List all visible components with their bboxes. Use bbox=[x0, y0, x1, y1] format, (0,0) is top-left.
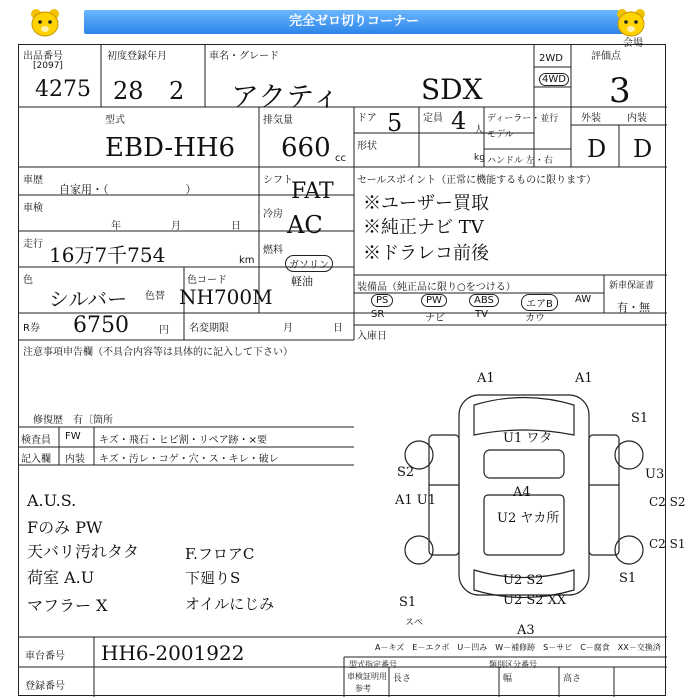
width-label: 幅 bbox=[503, 674, 513, 684]
diagram-mark-s1-top: S1 bbox=[631, 411, 649, 426]
r-ticket-label: R券 bbox=[23, 323, 40, 334]
equipment-cow: カウ bbox=[525, 313, 545, 324]
diagram-mark-u2: U2 ヤカ所 bbox=[497, 511, 560, 526]
inspector-label: 検査員 bbox=[21, 435, 51, 446]
mileage-label: 走行 bbox=[23, 239, 43, 250]
exterior-label: 外装 bbox=[581, 113, 601, 124]
cooling-value: AC bbox=[287, 211, 323, 239]
chassis-number-label: 車台番号 bbox=[25, 651, 65, 662]
interior-grade: D bbox=[633, 135, 653, 163]
diagram-mark-a3: A3 bbox=[517, 623, 535, 638]
diagram-mark-s1-right: S1 bbox=[619, 571, 637, 586]
rating-label: 評価点 bbox=[591, 51, 621, 62]
mirror-label: スペ bbox=[405, 618, 424, 628]
car-name-label: 車名・グレード bbox=[209, 51, 279, 62]
rating-score: 3 bbox=[609, 71, 631, 111]
capacity-label: 定員 bbox=[423, 113, 443, 124]
banner-title: 完全ゼロ切りコーナー bbox=[84, 10, 624, 34]
four-wd-label: 4WD bbox=[539, 73, 569, 86]
remark-2: Fのみ PW bbox=[27, 518, 103, 537]
dealer-label: ディーラー・並行 bbox=[487, 114, 559, 124]
warranty-yes-no: 有・無 bbox=[617, 301, 650, 314]
interior-row-label: 内装 bbox=[65, 454, 85, 465]
sales-point-label: セールスポイント（正常に機能するものに限ります） bbox=[357, 175, 597, 186]
arrival-label: 入庫日 bbox=[357, 331, 387, 342]
color-code-label: 色コード bbox=[187, 275, 227, 286]
diagram-mark-s1-left: S1 bbox=[399, 595, 417, 610]
grade-value: SDX bbox=[421, 73, 483, 106]
mileage-value: 16万7千754 bbox=[49, 243, 166, 267]
sales-point-2: ※純正ナビ TV bbox=[363, 217, 484, 238]
diagram-mark-c2-s2: C2 S2 bbox=[649, 495, 686, 509]
two-wd-label: 2WD bbox=[539, 53, 563, 64]
height-label: 高さ bbox=[563, 674, 582, 684]
interior-row: キズ・汚レ・コゲ・穴・ス・キレ・破レ bbox=[99, 454, 279, 465]
length-label: 長さ bbox=[393, 674, 412, 684]
interior-label: 内装 bbox=[627, 113, 647, 124]
equipment-sr: SR bbox=[371, 309, 385, 320]
diagram-mark-xx: U2 S2 XX bbox=[503, 593, 567, 608]
color-code-value: NH700M bbox=[179, 285, 273, 309]
remark-right-1: F.フロアC bbox=[185, 545, 255, 563]
color-label: 色 bbox=[23, 275, 33, 286]
new-warranty-label: 新車保証書 bbox=[609, 281, 655, 291]
header-bar bbox=[18, 4, 668, 49]
damage-legend: A－キズ E－エクボ U－凹み W－補修跡 S－サビ C－腐食 XX－交換済 bbox=[375, 643, 661, 652]
fw-label: FW bbox=[65, 431, 81, 442]
equipment-airbag: エアB bbox=[521, 294, 558, 311]
name-change-day: 日 bbox=[333, 323, 343, 334]
km-unit: km bbox=[239, 255, 255, 266]
lot-number-value: 4275 bbox=[35, 77, 91, 102]
name-change-month: 月 bbox=[283, 323, 293, 334]
fuel-light-oil: 軽油 bbox=[291, 275, 313, 288]
people-unit: 人 bbox=[474, 125, 484, 136]
shift-value: FAT bbox=[291, 179, 334, 204]
diagram-mark-u3: U3 bbox=[645, 467, 665, 482]
diagram-mark-a4: A4 bbox=[513, 485, 531, 500]
doors-value: 5 bbox=[387, 109, 403, 137]
remark-4: 荷室 A.U bbox=[27, 568, 95, 587]
chassis-number-value: HH6-2001922 bbox=[101, 641, 245, 665]
diagram-mark-u1: U1 ワタ bbox=[503, 431, 553, 446]
diagram-mark-u2-s2: U2 S2 bbox=[503, 573, 544, 588]
registration-month: 2 bbox=[169, 77, 185, 105]
car-name-value: アクティ bbox=[231, 80, 340, 113]
venue-label: 会場 bbox=[623, 38, 643, 49]
inspection-month: 月 bbox=[171, 221, 181, 232]
diagram-mark-a1-u1: A1 U1 bbox=[395, 493, 437, 508]
entry-label: 記入欄 bbox=[21, 454, 51, 465]
vehicle-cert-label: 車検証明用 bbox=[347, 672, 387, 681]
category-label: 類別区分番号 bbox=[489, 660, 537, 669]
diagram-mark-c2-s1: C2 S1 bbox=[649, 537, 686, 551]
registration-year: 28 bbox=[113, 77, 144, 105]
cooling-label: 冷房 bbox=[263, 209, 283, 220]
exterior-grade: D bbox=[587, 135, 607, 163]
equipment-navi: ナビ bbox=[425, 313, 445, 324]
remark-5: マフラー X bbox=[27, 596, 108, 615]
history-label: 車歴 bbox=[23, 175, 43, 186]
reference-label: 参考 bbox=[355, 684, 371, 693]
bear-mascot-icon bbox=[28, 7, 62, 39]
model-designation-label: 型式指定番号 bbox=[349, 660, 397, 669]
diagram-mark-a1-left: A1 bbox=[477, 371, 495, 386]
displacement-unit: cc bbox=[335, 153, 346, 164]
kg-unit: kg bbox=[474, 153, 485, 163]
model-type-label: モデル bbox=[487, 130, 514, 140]
diagram-mark-a1-right: A1 bbox=[575, 371, 593, 386]
equipment-ps: PS bbox=[371, 294, 393, 307]
inspection-day: 日 bbox=[231, 221, 241, 232]
yen-unit: 円 bbox=[159, 325, 169, 336]
doors-label: ドア bbox=[357, 113, 377, 124]
remark-right-3: オイルにじみ bbox=[185, 595, 275, 613]
model-label: 型式 bbox=[105, 115, 125, 126]
remark-3: 天バリ汚れタタ bbox=[27, 542, 140, 561]
displacement-value: 660 bbox=[281, 133, 331, 163]
private-use: 自家用・（ ） bbox=[59, 183, 197, 196]
equipment-tv: TV bbox=[475, 309, 488, 320]
handle-label: ハンドル 左・右 bbox=[487, 156, 553, 166]
equipment-aw: AW bbox=[575, 294, 592, 305]
shape-label: 形状 bbox=[357, 141, 377, 152]
repair-history-label: 修復歴 有〔箇所 bbox=[33, 415, 113, 426]
displacement-label: 排気量 bbox=[263, 115, 293, 126]
equipment-abs: ABS bbox=[469, 294, 499, 307]
lot-number-label: 出品番号 bbox=[23, 51, 63, 62]
scratch-row: キズ・飛石・ヒビ割・リペア跡・×要 bbox=[99, 435, 267, 446]
inspection-label: 車検 bbox=[23, 203, 43, 214]
remark-1: A.U.S. bbox=[27, 491, 77, 510]
sales-point-1: ※ユーザー買取 bbox=[363, 193, 489, 214]
first-registration-label: 初度登録年月 bbox=[107, 51, 167, 62]
auction-sheet bbox=[18, 44, 686, 696]
registration-number-label: 登録番号 bbox=[25, 681, 65, 692]
inspection-year: 年 bbox=[111, 221, 121, 232]
r-ticket-value: 6750 bbox=[73, 313, 129, 338]
notes-label: 注意事項申告欄（不具合内容等は具体的に記入して下さい） bbox=[23, 347, 293, 358]
fuel-gasoline: ガソリン bbox=[285, 255, 333, 272]
equipment-label: 装備品（純正品に限り○をつける） bbox=[357, 282, 516, 293]
color-value: シルバー bbox=[49, 287, 128, 311]
model-code: EBD-HH6 bbox=[105, 133, 236, 163]
fuel-label: 燃料 bbox=[263, 245, 283, 256]
diagram-mark-s2-left: S2 bbox=[397, 465, 415, 480]
equipment-pw: PW bbox=[421, 294, 447, 307]
shift-label: シフト bbox=[263, 175, 293, 186]
remark-right-2: 下廻りS bbox=[185, 569, 241, 587]
capacity-value: 4 bbox=[451, 107, 467, 135]
name-change-label: 名変期限 bbox=[189, 323, 229, 334]
color-change-label: 色替 bbox=[145, 291, 165, 302]
sales-point-3: ※ドラレコ前後 bbox=[363, 243, 489, 264]
lot-code: [2097] bbox=[33, 61, 63, 71]
